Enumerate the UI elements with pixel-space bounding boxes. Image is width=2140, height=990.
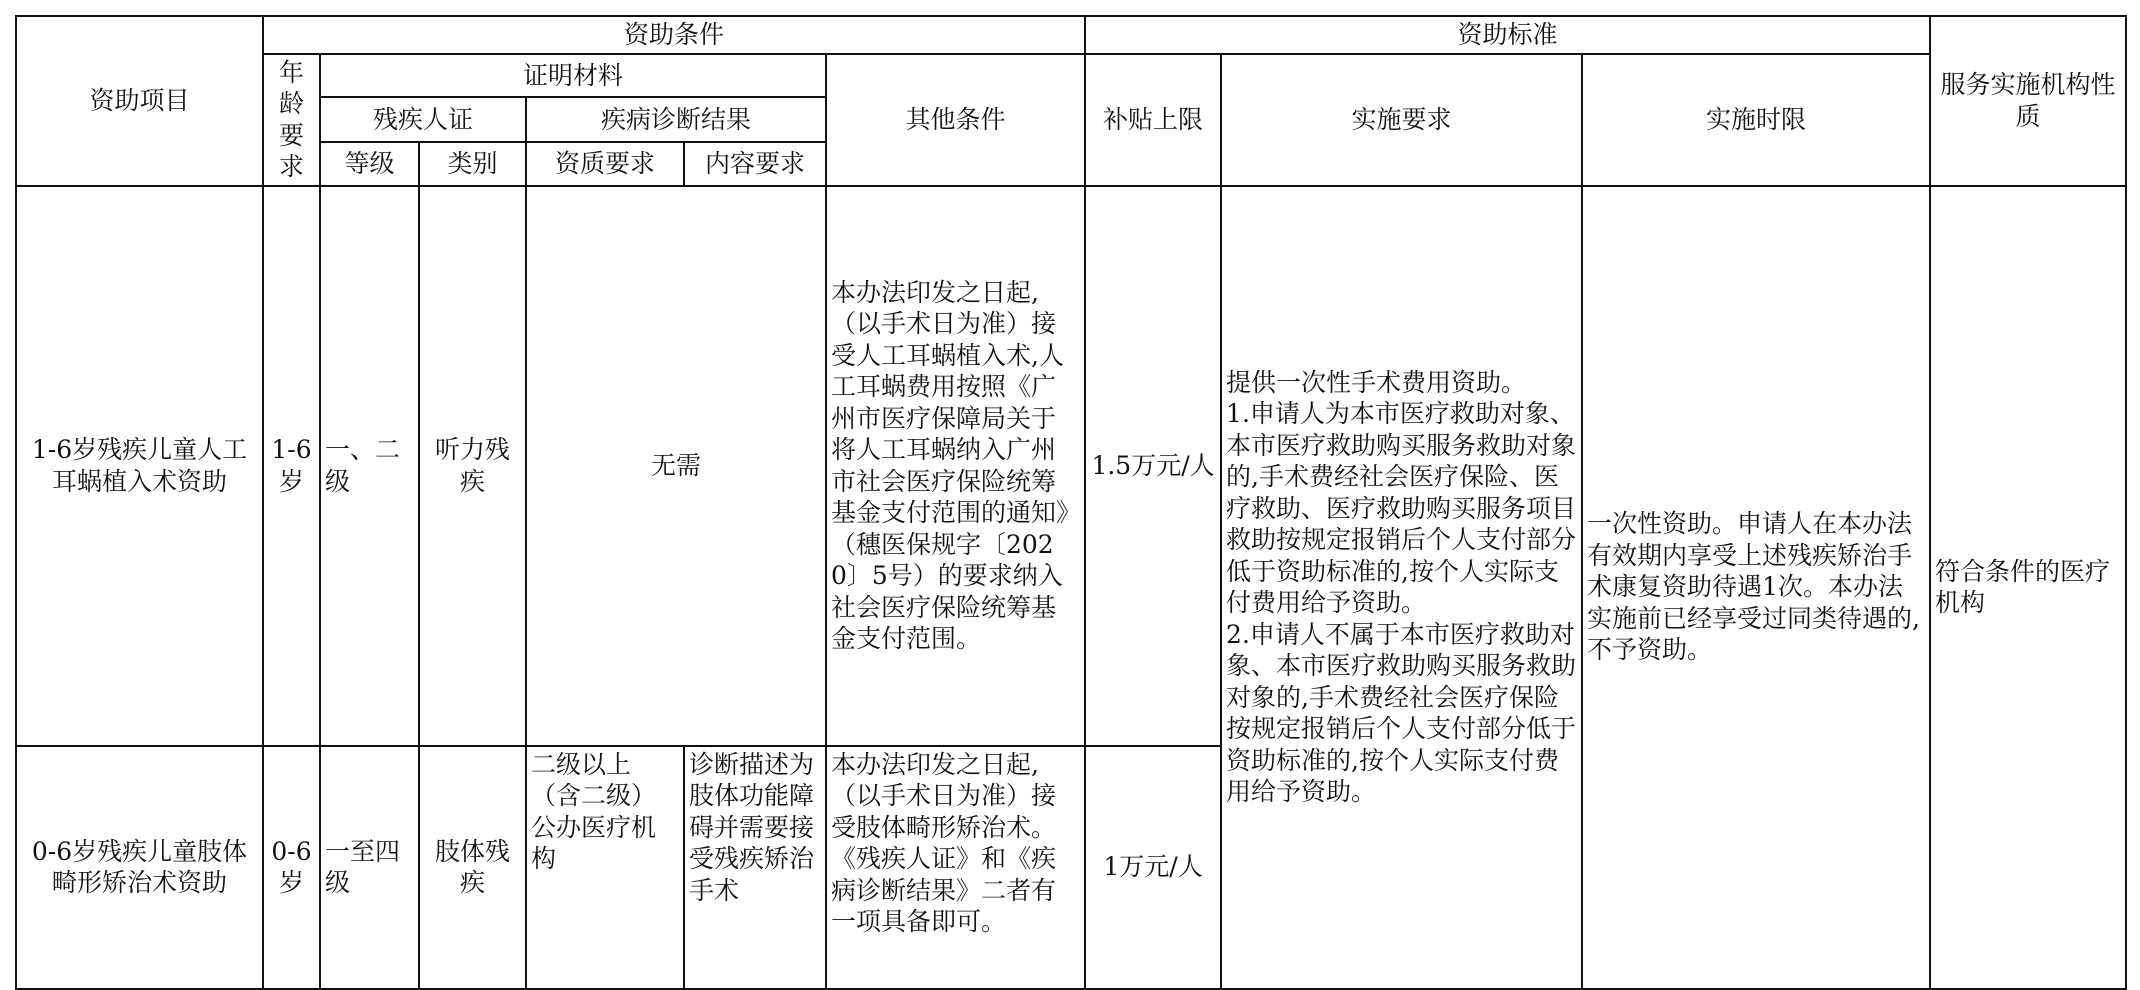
header-grade: 等级 — [320, 142, 419, 186]
row2-category: 肢体残疾 — [419, 746, 526, 989]
header-row-1 — [16, 16, 2126, 54]
header-content: 内容要求 — [684, 142, 826, 186]
row1-other: 本办法印发之日起,（以手术日为准）接受人工耳蜗植入术,人工耳蜗费用按照《广州市医疗保障局关于将人工耳蜗纳入广州市社会医疗保险统筹基金支付范围的通知》（穗医保规字〔2020〕5号）的要求纳入社会医疗保险统筹基金支付范围。 — [826, 186, 1085, 746]
row1-grade: 一、二级 — [320, 186, 419, 746]
header-other: 其他条件 — [826, 54, 1085, 186]
row2-age: 0-6岁 — [263, 746, 320, 989]
row2-content: 诊断描述为肢体功能障碍并需要接受残疾矫治手术 — [684, 746, 826, 989]
row2-qualification: 二级以上（含二级）公办医疗机构 — [526, 746, 684, 989]
header-category: 类别 — [419, 142, 526, 186]
row2-project: 0-6岁残疾儿童肢体畸形矫治术资助 — [16, 746, 263, 989]
header-conditions: 资助条件 — [263, 16, 1085, 54]
row1-project: 1-6岁残疾儿童人工耳蜗植入术资助 — [16, 186, 263, 746]
institution-cell: 符合条件的医疗机构 — [1930, 186, 2126, 989]
header-requirements: 实施要求 — [1221, 54, 1582, 186]
row2-subsidy-limit: 1万元/人 — [1085, 746, 1221, 989]
row1-subsidy-limit: 1.5万元/人 — [1085, 186, 1221, 746]
header-standard: 资助标准 — [1085, 16, 1930, 54]
row1-category: 听力残疾 — [419, 186, 526, 746]
header-row-2 — [16, 54, 2126, 98]
time-limit-cell: 一次性资助。申请人在本办法有效期内享受上述残疾矫治手术康复资助待遇1次。本办法实施前已经享受过同类待遇的,不予资助。 — [1582, 186, 1930, 989]
header-project: 资助项目 — [16, 16, 263, 186]
header-institution: 服务实施机构性质 — [1930, 16, 2126, 186]
header-time-limit: 实施时限 — [1582, 54, 1930, 186]
header-age: 年龄要求 — [263, 54, 320, 186]
header-subsidy-limit: 补贴上限 — [1085, 54, 1221, 186]
header-qualification: 资质要求 — [526, 142, 684, 186]
row1-diagnosis: 无需 — [526, 186, 826, 746]
header-proof: 证明材料 — [320, 54, 826, 98]
requirements-cell: 提供一次性手术费用资助。 1.申请人为本市医疗救助对象、本市医疗救助购买服务救助对象的,手术费经社会医疗保险、医疗救助、医疗救助购买服务项目救助按规定报销后个人支付部分低于资助标准的,按个人实际支付费用给予资助。 2.申请人不属于本市医疗救助对象、本市医疗救助购买服务救助对象的,手术费经社会医疗保险按规定报销后个人支付部分低于资助标准的,按个人实际支付费用给予资助。 — [1221, 186, 1582, 989]
row1-age: 1-6岁 — [263, 186, 320, 746]
table-row — [16, 186, 2126, 746]
header-disability-cert: 残疾人证 — [320, 97, 526, 141]
subsidy-table — [15, 15, 2127, 990]
row2-other: 本办法印发之日起,（以手术日为准）接受肢体畸形矫治术。《残疾人证》和《疾病诊断结果》二者有一项具备即可。 — [826, 746, 1085, 989]
row2-grade: 一至四级 — [320, 746, 419, 989]
header-diagnosis: 疾病诊断结果 — [526, 97, 826, 141]
